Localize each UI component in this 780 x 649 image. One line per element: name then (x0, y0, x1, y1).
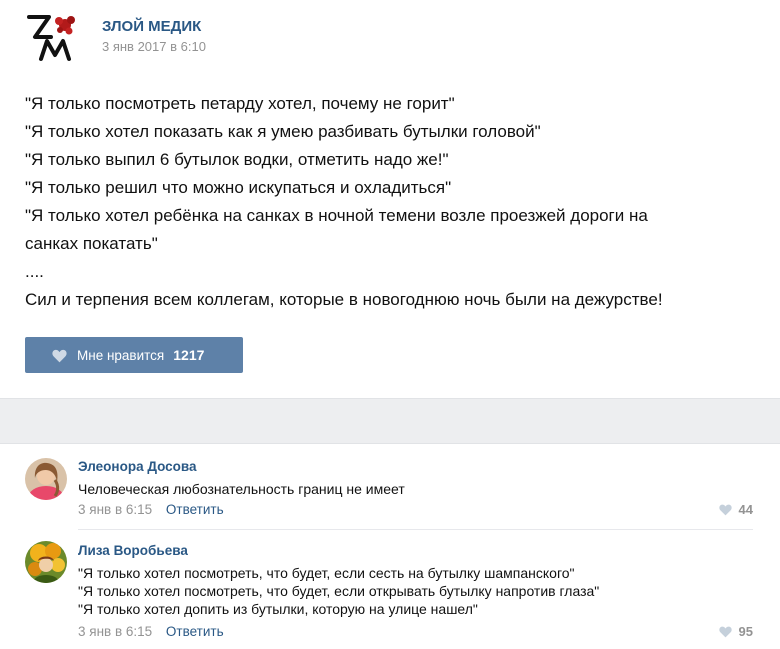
like-count: 1217 (173, 347, 205, 363)
section-divider (0, 398, 780, 444)
post-text-line: "Я только посмотреть петарду хотел, почему не горит" (25, 94, 455, 113)
comment-author[interactable]: Элеонора Досова (78, 459, 197, 474)
avatar[interactable] (25, 458, 67, 500)
comment-text-line: "Я только хотел допить из бутылки, которую на улице нашел" (78, 601, 478, 617)
post-text-line: .... (25, 262, 44, 281)
post-text-line: "Я только хотел ребёнка на санках в ночной темени возле проезжей дороги на (25, 206, 648, 225)
post-text-line: "Я только решил что можно искупаться и охладиться" (25, 178, 452, 197)
reply-button[interactable]: Ответить (165, 502, 224, 517)
comment-like-button[interactable] (718, 624, 753, 639)
comment-text-line: "Я только хотел посмотреть, что будет, если открывать бутылку напротив глаза" (78, 583, 600, 599)
zm-logo-icon[interactable] (25, 9, 81, 65)
comment-date[interactable]: 3 янв в 6:15 (78, 502, 153, 517)
like-button[interactable] (25, 337, 243, 373)
comment (0, 530, 780, 649)
like-label: Мне нравится (77, 347, 165, 363)
post-date[interactable]: 3 янв 2017 в 6:10 (102, 39, 206, 54)
comment-like-count: 95 (738, 624, 753, 639)
comment-text-line: "Я только хотел посмотреть, что будет, если сесть на бутылку шампанского" (78, 565, 575, 581)
comment-text (78, 564, 599, 618)
heart-outline-icon (718, 625, 733, 638)
heart-icon (51, 348, 68, 363)
comment-text (78, 480, 405, 498)
post-text-line: Сил и терпения всем коллегам, которые в новогоднюю ночь были на дежурстве! (25, 290, 663, 309)
post-text-line: "Я только выпил 6 бутылок водки, отметить надо же!" (25, 150, 449, 169)
comments-list (0, 444, 780, 649)
heart-outline-icon (718, 503, 733, 516)
comment-author[interactable]: Лиза Воробьева (78, 543, 188, 558)
comment-meta (78, 502, 224, 517)
post-text (25, 90, 765, 314)
comment (0, 444, 780, 530)
comment-date[interactable]: 3 янв в 6:15 (78, 624, 153, 639)
post-text-line: санках покатать" (25, 234, 158, 253)
avatar[interactable] (25, 541, 67, 583)
comment-meta (78, 624, 224, 639)
post-author[interactable]: ЗЛОЙ МЕДИК (102, 18, 202, 35)
post-text-line: "Я только хотел показать как я умею разбивать бутылки головой" (25, 122, 541, 141)
comment-like-count: 44 (738, 502, 753, 517)
reply-button[interactable]: Ответить (165, 624, 224, 639)
comment-like-button[interactable] (718, 502, 753, 517)
comment-text-line: Человеческая любознательность границ не имеет (78, 481, 405, 497)
